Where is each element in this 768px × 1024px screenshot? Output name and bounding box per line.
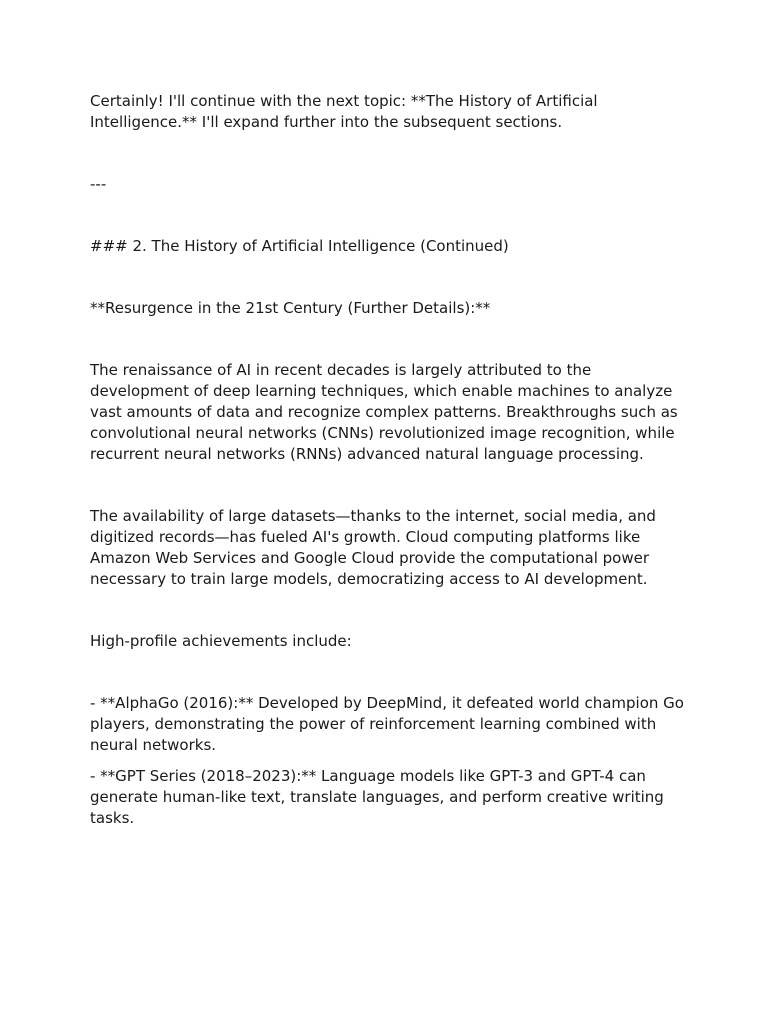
- separator: ---: [90, 175, 107, 193]
- list-intro: High-profile achievements include:: [90, 632, 352, 650]
- body-paragraph: The renaissance of AI in recent decades is largely attributed to the development of deep learning techniques, which enable machines to analyze vast amounts of data and recognize complex patterns. Breakthroughs such as convolutional neural networks (CNNs) revolutionized image recognition, while recurrent neural networks (RNNs) advanced natural language processing.: [90, 361, 678, 463]
- list-item: - **AlphaGo (2016):** Developed by DeepMind, it defeated world champion Go players, demonstrating the power of reinforcement learning combined with neural networks.: [90, 694, 684, 754]
- intro-paragraph: Certainly! I'll continue with the next topic: **The History of Artificial Intelligence.** I'll expand further into the subsequent sections.: [90, 92, 598, 131]
- section-subheading: **Resurgence in the 21st Century (Further Details):**: [90, 299, 491, 317]
- document-page: [90, 91, 686, 829]
- list-item: - **GPT Series (2018–2023):** Language models like GPT-3 and GPT-4 can generate human-like text, translate languages, and perform creative writing tasks.: [90, 767, 664, 827]
- body-paragraph: The availability of large datasets—thanks to the internet, social media, and digitized records—has fueled AI's growth. Cloud computing platforms like Amazon Web Services and Google Cloud provide the computational power necessary to train large models, democratizing access to AI development.: [90, 507, 656, 588]
- section-heading: ### 2. The History of Artificial Intelligence (Continued): [90, 237, 509, 255]
